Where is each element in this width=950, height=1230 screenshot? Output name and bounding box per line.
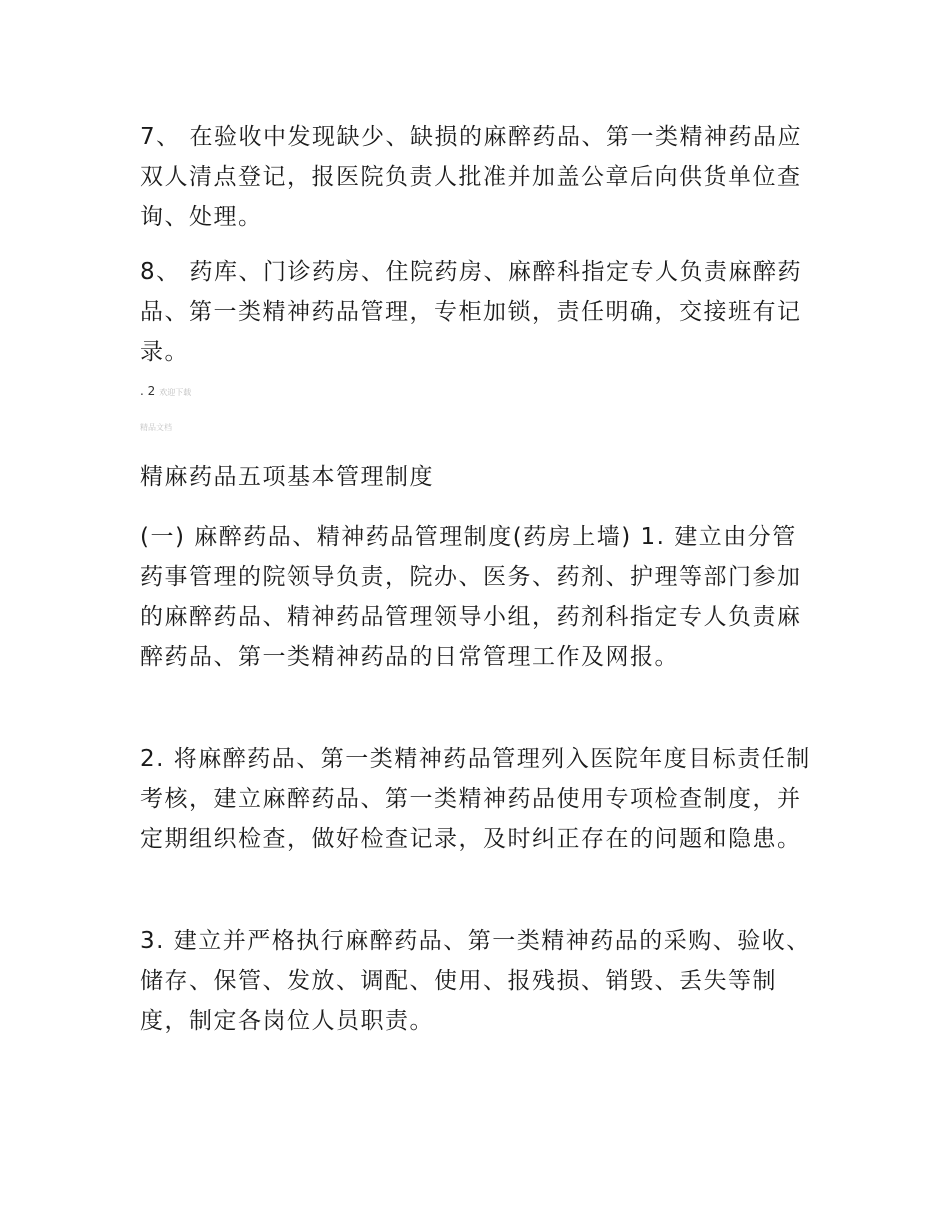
- paragraph-section-3: 3. 建立并严格执行麻醉药品、第一类精神药品的采购、验收、储存、保管、发放、调配、使用、报残损、销毁、丢失等制度，制定各岗位人员职责。: [140, 928, 811, 1034]
- page-header-watermark: 精品文档: [140, 423, 172, 432]
- footer-watermark: 欢迎下载: [159, 388, 192, 397]
- page-footer: [140, 383, 191, 401]
- paragraph-section-1: (一) 麻醉药品、精神药品管理制度(药房上墙) 1. 建立由分管药事管理的院领导负责，院办、医务、药剂、护理等部门参加的麻醉药品、精神药品管理领导小组，药剂科指定专人负责麻醉药品、第一类精神药品的日常管理工作及网报。: [140, 524, 802, 670]
- page-number: . 2: [140, 384, 156, 398]
- paragraph-section-2: 2. 将麻醉药品、第一类精神药品管理列入医院年度目标责任制考核，建立麻醉药品、第一类精神药品使用专项检查制度，并定期组织检查，做好检查记录，及时纠正存在的问题和隐患。: [140, 746, 811, 852]
- paragraph-item-8: 8、 药库、门诊药房、住院药房、麻醉科指定专人负责麻醉药品、第一类精神药品管理，专柜加锁，责任明确，交接班有记录。: [140, 259, 802, 365]
- paragraph-item-7: 7、 在验收中发现缺少、缺损的麻醉药品、第一类精神药品应双人清点登记，报医院负责人批准并加盖公章后向供货单位查询、处理。: [140, 124, 802, 230]
- section-title: 精麻药品五项基本管理制度: [140, 464, 434, 490]
